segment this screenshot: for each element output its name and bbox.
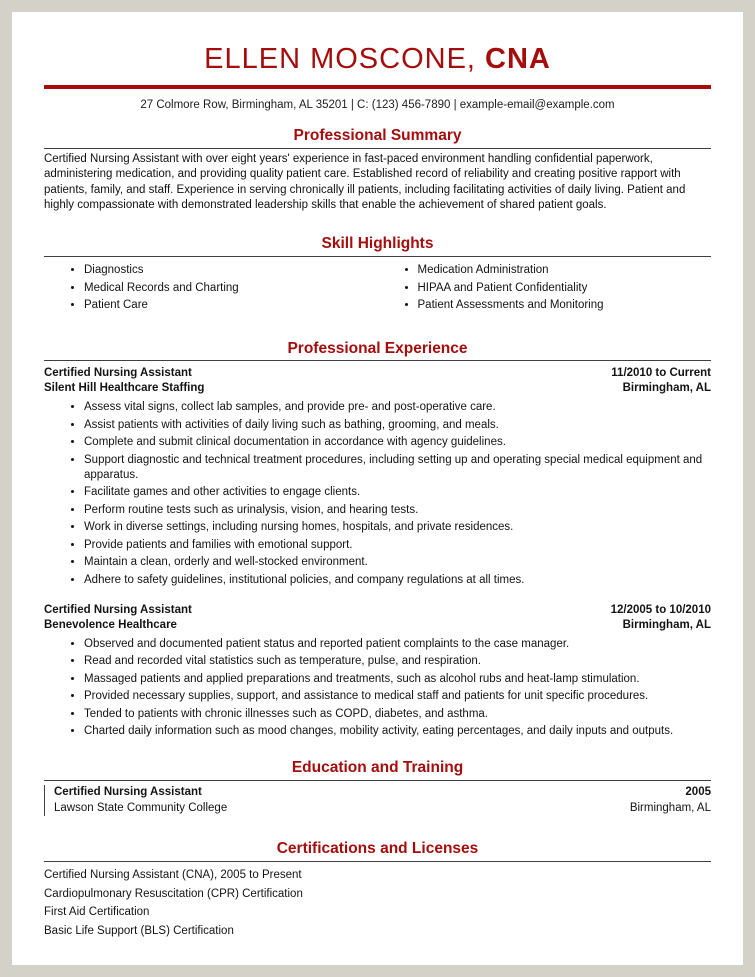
job-location: Birmingham, AL	[622, 618, 711, 631]
skill-item: • Medication Administration	[418, 263, 712, 278]
resume-page	[12, 12, 743, 965]
job-bullet: • Provided necessary supplies, support, and assistance to medical staff and patients for unit specific procedures.	[84, 689, 711, 704]
summary-heading: Professional Summary	[293, 126, 462, 144]
job-bullet: • Charted daily information such as mood changes, mobility activity, eating percentages, and daily inputs and outputs.	[84, 724, 711, 739]
certifications-divider	[44, 861, 711, 862]
skills-left-list	[44, 263, 378, 316]
job-dates: 12/2005 to 10/2010	[610, 603, 711, 616]
job-bullet: • Facilitate games and other activities to engage clients.	[84, 485, 711, 500]
resume-header	[44, 44, 711, 111]
certifications-section	[44, 840, 711, 940]
job-bullet: • Work in diverse settings, including nursing homes, hospitals, and private residences.	[84, 520, 711, 535]
job-location: Birmingham, AL	[622, 382, 711, 395]
experience-heading: Professional Experience	[287, 339, 468, 357]
education-degree-row	[54, 785, 711, 801]
skill-item: • Patient Assessments and Monitoring	[418, 298, 712, 313]
candidate-credential: CNA	[485, 43, 551, 75]
job-entry	[44, 366, 711, 588]
degree-name: Certified Nursing Assistant	[54, 786, 202, 799]
job-bullet: • Maintain a clean, orderly and well-stocked environment.	[84, 555, 711, 570]
job-company: Benevolence Healthcare	[44, 618, 177, 631]
certification-item: Certified Nursing Assistant (CNA), 2005 to Present	[44, 869, 302, 882]
job-bullet: • Observed and documented patient status and reported patient complaints to the case manager.	[84, 637, 711, 652]
job-bullet: • Perform routine tests such as urinalysis, vision, and hearing tests.	[84, 503, 711, 518]
summary-section	[44, 127, 711, 213]
skill-item: • HIPAA and Patient Confidentiality	[418, 281, 712, 296]
skills-columns	[44, 263, 711, 316]
job-bullet: • Provide patients and families with emotional support.	[84, 538, 711, 553]
job-title: Certified Nursing Assistant	[44, 603, 192, 616]
graduation-year: 2005	[685, 786, 711, 799]
certification-item: Cardiopulmonary Resuscitation (CPR) Certification	[44, 887, 303, 900]
job-title-row	[44, 366, 711, 381]
job-title: Certified Nursing Assistant	[44, 367, 192, 380]
education-section	[44, 759, 711, 816]
experience-section	[44, 340, 711, 740]
header-divider	[44, 85, 711, 89]
skill-item: • Diagnostics	[84, 263, 378, 278]
job-company-row	[44, 381, 711, 396]
job-bullet-list	[44, 637, 711, 740]
skill-item: • Medical Records and Charting	[84, 281, 378, 296]
job-bullet-list	[44, 400, 711, 588]
candidate-name-text: ELLEN MOSCONE,	[204, 43, 476, 75]
job-bullet: • Tended to patients with chronic illnesses such as COPD, diabetes, and asthma.	[84, 707, 711, 722]
certification-item: Basic Life Support (BLS) Certification	[44, 924, 234, 937]
experience-divider	[44, 360, 711, 361]
job-dates: 11/2010 to Current	[611, 367, 711, 380]
certifications-heading: Certifications and Licenses	[276, 840, 479, 858]
education-entry	[44, 785, 711, 816]
skills-divider	[44, 256, 711, 257]
job-bullet: • Assess vital signs, collect lab samples, and provide pre- and post-operative care.	[84, 400, 711, 415]
contact-line: 27 Colmore Row, Birmingham, AL 35201 | C: (123) 456-7890 | example-email@example.com	[140, 98, 615, 111]
education-divider	[44, 780, 711, 781]
skills-heading: Skill Highlights	[321, 235, 434, 253]
job-company-row	[44, 618, 711, 633]
job-bullet: • Massaged patients and applied preparations and treatments, such as alcohol rubs and heat-lamp stimulation.	[84, 672, 711, 687]
job-bullet: • Support diagnostic and technical treatment procedures, including setting up and operating special medical equipment and apparatus.	[84, 453, 711, 483]
candidate-name	[44, 44, 711, 76]
school-location: Birmingham, AL	[629, 801, 711, 814]
certifications-list	[44, 866, 711, 940]
job-bullet: • Assist patients with activities of daily living such as bathing, grooming, and meals.	[84, 418, 711, 433]
certification-item: First Aid Certification	[44, 906, 150, 919]
job-bullet: • Adhere to safety guidelines, institutional policies, and company regulations at all times.	[84, 573, 711, 588]
education-school-row	[54, 801, 711, 817]
education-heading: Education and Training	[291, 759, 464, 777]
skills-right-list	[378, 263, 712, 316]
school-name: Lawson State Community College	[54, 801, 228, 814]
job-bullet: • Read and recorded vital statistics such as temperature, pulse, and respiration.	[84, 654, 711, 669]
job-title-row	[44, 603, 711, 618]
job-entry	[44, 603, 711, 740]
job-bullet: • Complete and submit clinical documentation in accordance with agency guidelines.	[84, 435, 711, 450]
job-company: Silent Hill Healthcare Staffing	[44, 382, 205, 395]
skills-section	[44, 235, 711, 315]
summary-divider	[44, 148, 711, 149]
skill-item: • Patient Care	[84, 298, 378, 313]
summary-text: Certified Nursing Assistant with over eight years' experience in fast-paced environment handling confidential paperwork, administering medication, and providing quality patient care. Established record of reliability and creating positive rapport with patients, family, and staff. Experience in serving chronically ill patients, including facilitating activities of daily living. Patient and highly compassionate with demonstrated leadership skills that enable the achievement of shared patient goals.	[44, 152, 686, 211]
